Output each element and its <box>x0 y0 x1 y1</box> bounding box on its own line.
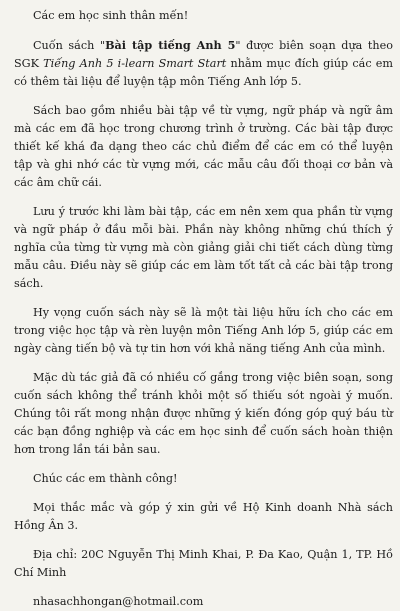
intro-pre: Cuốn sách " <box>33 39 106 52</box>
address-line: Địa chỉ: 20C Nguyễn Thị Minh Khai, P. Đa Kao, Quận 1, TP. Hồ Chí Minh <box>14 548 393 579</box>
paragraph-feedback: Mặc dù tác giả đã có nhiều cố gắng trong việc biên soạn, song cuốn sách không thể tránh khỏi một số thiếu sót ngoài ý muốn. Chúng tôi rất mong nhận được những ý kiến đóng góp quý báu từ các bạn đồng nghiệp và các em học sinh để cuốn sách hoàn thiện hơn trong lần tái bản sau. <box>14 371 393 456</box>
email-line: nhasachhongan@hotmail.com <box>33 595 204 608</box>
paragraph-contents: Sách bao gồm nhiều bài tập về từ vựng, ngữ pháp và ngữ âm mà các em đã học trong chương trình ở trường. Các bài tập được thiết kế khá đa dạng theo các chủ điểm để các em có thể luyện tập và ghi nhớ các từ vựng mới, các mẫu câu đối thoại cơ bản và các âm chữ cái. <box>14 104 393 189</box>
textbook-name: Tiếng Anh 5 i-learn Smart Start <box>43 57 227 70</box>
book-title: Bài tập tiếng Anh 5 <box>105 38 236 52</box>
intro-post: nhằm mục đích giúp các em có thêm tài liệu để luyện tập môn Tiếng Anh lớp 5. <box>14 57 394 88</box>
intro-mid: " được biên soạn dựa theo SGK <box>14 39 393 70</box>
paragraph-hope: Hy vọng cuốn sách này sẽ là một tài liệu hữu ích cho các em trong việc học tập và rèn luyện môn Tiếng Anh lớp 5, giúp các em ngày càng tiến bộ và tự tin hơn với khả năng tiếng Anh của mình. <box>14 306 393 355</box>
paragraph-intro <box>14 36 393 91</box>
contact-line: Mọi thắc mắc và góp ý xin gửi về Hộ Kinh doanh Nhà sách Hồng Ân 3. <box>14 501 393 532</box>
closing-wish: Chúc các em thành công! <box>33 472 178 485</box>
greeting: Các em học sinh thân mến! <box>33 9 189 22</box>
paragraph-advice: Lưu ý trước khi làm bài tập, các em nên xem qua phần từ vựng và ngữ pháp ở đầu mỗi bài. Phần này không những chú thích ý nghĩa của từng từ vựng mà còn giảng giải chi tiết cách dùng từng mẫu câu. Điều này sẽ giúp các em làm tốt tất cả các bài tập trong sách. <box>14 205 393 290</box>
